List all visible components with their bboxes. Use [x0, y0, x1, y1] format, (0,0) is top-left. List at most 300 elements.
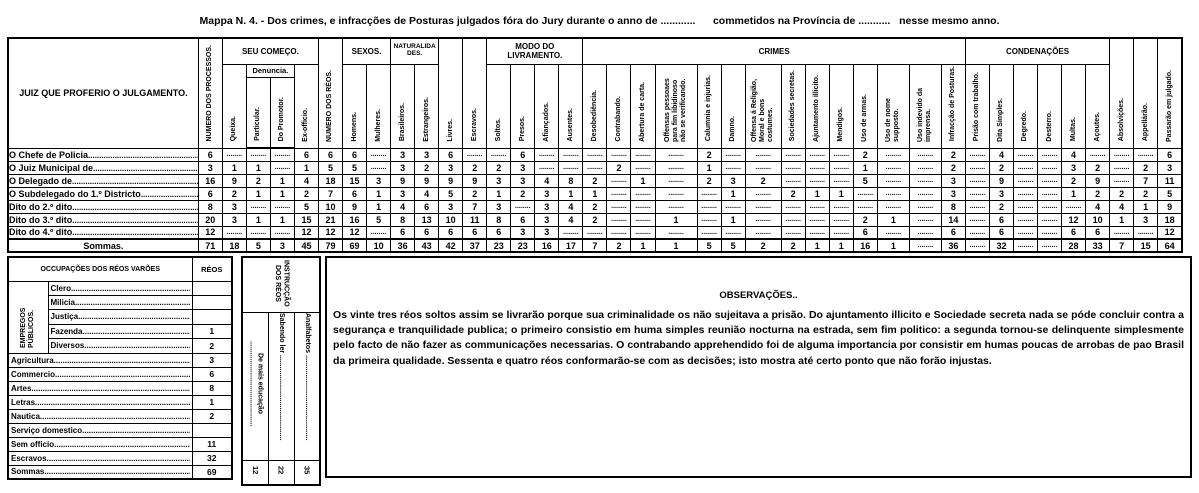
value-cell: 2 [222, 187, 246, 200]
value-cell: ........ [877, 148, 909, 161]
sommas-row [8, 239, 1182, 252]
group-header-crimes: CRIMES [583, 38, 966, 64]
value-cell: 1 [559, 187, 583, 200]
value-cell: 1 [246, 161, 270, 174]
value-cell: 43 [415, 239, 439, 252]
occupation-value: 6 [192, 367, 232, 381]
value-cell: 2 [1110, 187, 1134, 200]
value-cell: 12 [1062, 213, 1086, 226]
value-cell: 1 [270, 187, 294, 200]
instruction-col-sabendo-ler [268, 313, 294, 461]
row-label: O Juiz Municipal de ..... [8, 161, 198, 174]
col-header-crime-label: Damno. [729, 115, 737, 142]
value-cell: ........ [607, 148, 631, 161]
instruction-value-analfabetos [294, 461, 320, 485]
value-cell: ........ [1013, 200, 1037, 213]
value-cell: 6 [989, 213, 1013, 226]
col-header-crime-label: Mendigos. [837, 106, 845, 142]
value-cell: ........ [781, 213, 805, 226]
col-header-reos-label: NUMERO DOS RÉOS. [326, 69, 334, 142]
value-cell: 7 [318, 187, 342, 200]
value-cell: 79 [318, 239, 342, 252]
col-header-estrangeiros [415, 64, 439, 148]
value-cell: 36 [941, 239, 965, 252]
col-header-crime-label: Offensa á Religião, Moral e bons costumes. [751, 78, 775, 142]
value-cell: 8 [559, 174, 583, 187]
value-cell: ........ [877, 187, 909, 200]
dot-leader [55, 370, 190, 379]
table-row [8, 161, 1182, 174]
value-cell: 6 [1086, 226, 1110, 239]
value-cell: 3 [222, 200, 246, 213]
occupation-name: Milicia [50, 298, 75, 308]
value-cell: ........ [1110, 174, 1134, 187]
occupation-row [8, 423, 232, 437]
occupation-row [8, 367, 232, 381]
col-header-crime-label: Contrabando. [614, 96, 622, 142]
occupation-row [8, 353, 232, 367]
col-header-passarao-label: Passarão em julgado. [1165, 69, 1173, 142]
col-header-crime-label: Sociedades secretas. [789, 70, 797, 142]
value-cell: 12 [198, 226, 222, 239]
value-cell: ........ [877, 200, 909, 213]
col-header-cond-desterro [1038, 64, 1062, 148]
value-cell: ........ [697, 226, 721, 239]
value-cell: 2 [294, 187, 318, 200]
value-cell: ........ [721, 161, 745, 174]
occupation-value: 1 [192, 395, 232, 409]
value-cell: 3 [487, 200, 511, 213]
value-cell: 18 [222, 239, 246, 252]
value-cell: 4 [559, 200, 583, 213]
value-cell: 7 [463, 200, 487, 213]
value-cell: ........ [909, 174, 941, 187]
col-header-absolvicoes-label: Absolvições. [1117, 98, 1125, 142]
instruction-value-educacao [242, 461, 268, 485]
value-cell: 2 [781, 187, 805, 200]
value-cell: ........ [559, 148, 583, 161]
value-cell: ........ [583, 161, 607, 174]
value-cell: 69 [343, 239, 367, 252]
occupation-value: 1 [192, 324, 232, 338]
col-header-cond-multas [1062, 64, 1086, 148]
table-body [8, 148, 1182, 252]
value-cell: ........ [487, 148, 511, 161]
col-header-crime-imprensa [909, 64, 941, 148]
value-cell: ........ [655, 161, 697, 174]
value-cell: ........ [246, 148, 270, 161]
instruction-value-sabendo-ler [268, 461, 294, 485]
value-cell: ........ [583, 226, 607, 239]
value-cell: ........ [1110, 161, 1134, 174]
value-cell: ........ [1013, 239, 1037, 252]
col-header-soltos [487, 64, 511, 148]
value-cell: ........ [697, 213, 721, 226]
value-cell: 6 [511, 148, 535, 161]
occupation-label [48, 324, 192, 338]
value-cell: 4 [415, 187, 439, 200]
value-cell: ........ [655, 148, 697, 161]
value-cell: 4 [391, 200, 415, 213]
value-cell: 7 [1110, 239, 1134, 252]
sommas-label [8, 465, 192, 479]
value-cell: ........ [829, 174, 853, 187]
value-cell: 5 [439, 187, 463, 200]
value-cell: 9 [415, 174, 439, 187]
group-header-denuncia: Denuncia. [246, 64, 294, 77]
occupations-sommas-row [8, 465, 232, 479]
value-cell: 15 [294, 213, 318, 226]
instruction-col-label: Analfabetos ..... [303, 313, 311, 441]
value-cell: ........ [781, 200, 805, 213]
value-cell: ........ [583, 148, 607, 161]
value-cell: 3 [1062, 161, 1086, 174]
value-cell: 1 [246, 213, 270, 226]
table-row [8, 213, 1182, 226]
col-header-queixa-label: Queixa. [230, 116, 238, 142]
col-header-ausentes [559, 64, 583, 148]
table-row [8, 174, 1182, 187]
value-cell: 2 [463, 161, 487, 174]
value-cell: ........ [270, 161, 294, 174]
value-cell: ........ [222, 226, 246, 239]
occupation-name: Fazenda [50, 326, 83, 336]
value-cell: 3 [439, 161, 463, 174]
value-cell: ........ [1134, 148, 1158, 161]
value-cell: 1 [1062, 187, 1086, 200]
col-header-crime-label: Uso de armas. [861, 93, 869, 142]
value-cell: 6 [941, 226, 965, 239]
value-cell: 1 [487, 187, 511, 200]
table-row [8, 200, 1182, 213]
value-cell: 1 [805, 187, 829, 200]
value-cell: 3 [535, 213, 559, 226]
occupation-label [48, 281, 192, 295]
value-cell: ........ [965, 174, 989, 187]
value-cell: 6 [198, 187, 222, 200]
value-cell: ........ [607, 213, 631, 226]
value-cell: 6 [487, 226, 511, 239]
value-cell: ........ [1013, 187, 1037, 200]
occupations-table [7, 256, 233, 480]
col-header-livres-label: Livres. [446, 118, 454, 142]
value-cell: ........ [909, 239, 941, 252]
value-cell: ........ [1013, 174, 1037, 187]
col-header-presos-label: Presos. [518, 116, 526, 142]
instruction-header-label: INSTRUCÇÃO DOS RÉOS [274, 260, 290, 307]
occupation-name: Diversos [50, 341, 85, 351]
value-cell: 12 [1158, 226, 1182, 239]
value-cell: ........ [697, 200, 721, 213]
col-header-livres [439, 38, 463, 148]
col-header-cond-acoutes [1086, 64, 1110, 148]
value-cell: 8 [487, 213, 511, 226]
value-cell: 3 [721, 174, 745, 187]
value-cell: 3 [989, 187, 1013, 200]
col-header-cond-dita-simples [989, 64, 1013, 148]
occupation-label [8, 353, 192, 367]
col-header-soltos-label: Soltos. [494, 118, 502, 142]
table-row [8, 148, 1182, 161]
col-header-crime-label: Infracção de Posturas. [949, 66, 957, 142]
dot-leader [141, 190, 198, 199]
value-cell: ........ [805, 148, 829, 161]
value-cell: 5 [697, 239, 721, 252]
value-cell: 4 [1062, 148, 1086, 161]
col-header-estrangeiros-label: Estrangeiros. [422, 96, 430, 142]
value-cell: ........ [909, 213, 941, 226]
col-header-cond-label: Açoutes. [1093, 111, 1101, 142]
value-cell: ........ [829, 148, 853, 161]
value-cell: 18 [1158, 213, 1182, 226]
crimes-statistics-table [7, 37, 1183, 253]
value-cell: 42 [439, 239, 463, 252]
value-cell: 9 [463, 174, 487, 187]
value-cell: 1 [367, 200, 391, 213]
value-cell: 3 [367, 174, 391, 187]
value-cell: 3 [511, 174, 535, 187]
value-cell: ........ [270, 200, 294, 213]
value-cell: 2 [583, 174, 607, 187]
col-header-crime-uso-de-armas [853, 64, 877, 148]
value-cell: 2 [745, 174, 781, 187]
occupation-name: Clero [50, 283, 71, 293]
col-header-afiancados [535, 64, 559, 148]
col-header-crime-offensas-pessoaes [655, 64, 697, 148]
value-cell: ........ [655, 174, 697, 187]
dot-leader [78, 312, 189, 321]
occupation-row [8, 395, 232, 409]
value-cell: ........ [631, 161, 655, 174]
value-cell: 1 [1134, 200, 1158, 213]
value-cell: ........ [631, 187, 655, 200]
value-cell: 3 [439, 200, 463, 213]
value-cell: ........ [1038, 213, 1062, 226]
value-cell: ........ [965, 226, 989, 239]
value-cell: ........ [367, 161, 391, 174]
col-header-ex-officio-label: Ex-officio. [302, 107, 310, 142]
value-cell: ........ [1134, 226, 1158, 239]
col-header-promotor-label: Do Promotor. [278, 96, 286, 141]
value-cell: 45 [294, 239, 318, 252]
col-header-crime-label: Uso de nome supposto. [885, 97, 901, 142]
value-cell: ........ [745, 148, 781, 161]
value-cell: 9 [222, 174, 246, 187]
col-header-particular-label: Particular. [254, 107, 262, 141]
value-cell: ........ [745, 200, 781, 213]
value-cell: 2 [745, 239, 781, 252]
col-header-crime-label: Abertura de carta. [638, 81, 646, 142]
value-cell: ........ [697, 187, 721, 200]
col-header-queixa [222, 64, 246, 148]
col-header-homens [343, 64, 367, 148]
value-cell: 12 [294, 226, 318, 239]
value-cell: 3 [391, 148, 415, 161]
col-header-crime-desobediencia [583, 64, 607, 148]
value-cell: 2 [487, 161, 511, 174]
value-cell: 2 [989, 200, 1013, 213]
value-cell: 3 [222, 213, 246, 226]
value-cell: 6 [415, 226, 439, 239]
value-cell: ........ [965, 213, 989, 226]
value-cell: 2 [583, 200, 607, 213]
col-header-cond-label: Prisão com trabalho. [973, 72, 981, 142]
value-cell: ........ [805, 213, 829, 226]
col-header-appellarao-label: Appellárão. [1141, 103, 1149, 142]
value-cell: 6 [198, 148, 222, 161]
value-cell: ........ [631, 148, 655, 161]
value-cell: 10 [367, 239, 391, 252]
col-header-homens-label: Homens. [350, 111, 358, 142]
value-cell: 1 [655, 239, 697, 252]
value-cell: ........ [745, 213, 781, 226]
value-cell: 23 [511, 239, 535, 252]
occupation-label [8, 367, 192, 381]
value-cell: ........ [965, 148, 989, 161]
value-cell: ........ [829, 226, 853, 239]
value-cell: 28 [1062, 239, 1086, 252]
col-header-escravos-label: Escravos. [470, 108, 478, 142]
occupations-header: OCCUPAÇÕES DOS RÉOS VARÕES [8, 257, 192, 281]
value-cell: 1 [270, 174, 294, 187]
value-cell: 36 [391, 239, 415, 252]
value-cell: 2 [583, 213, 607, 226]
value-cell: 2 [607, 239, 631, 252]
instruction-value: 12 [250, 465, 260, 474]
value-cell: 12 [343, 226, 367, 239]
value-cell: ........ [367, 148, 391, 161]
occupation-row [8, 381, 232, 395]
col-header-processos-label: NUMERO DOS PROCESSOS. [206, 45, 214, 142]
col-header-cond-degredo [1013, 64, 1037, 148]
value-cell: ........ [607, 226, 631, 239]
value-cell: 6 [439, 148, 463, 161]
value-cell: 15 [343, 174, 367, 187]
instruction-col-label: De mais educação ..... [247, 313, 264, 455]
value-cell: 18 [318, 174, 342, 187]
occupation-name: Letras [11, 397, 36, 407]
occupation-name: Commercio [11, 369, 56, 379]
col-header-passarao [1158, 38, 1182, 148]
occupation-value: 2 [192, 339, 232, 353]
value-cell: 4 [535, 174, 559, 187]
value-cell: ........ [463, 148, 487, 161]
empregos-publicos-label: EMPREGOS PÚBLICOS. [20, 307, 36, 348]
value-cell: 6 [391, 226, 415, 239]
value-cell: ........ [607, 174, 631, 187]
value-cell: 2 [697, 148, 721, 161]
value-cell: 5 [294, 200, 318, 213]
value-cell: 1 [829, 187, 853, 200]
table-header [8, 38, 1182, 148]
occupation-label [48, 295, 192, 309]
dot-leader [72, 216, 198, 225]
col-header-crime-abertura-de-carta [631, 64, 655, 148]
value-cell: ........ [781, 226, 805, 239]
value-cell: 1 [853, 161, 877, 174]
value-cell: 6 [1062, 226, 1086, 239]
col-header-ex-officio [294, 64, 318, 148]
value-cell: 2 [781, 239, 805, 252]
value-cell: ........ [1038, 200, 1062, 213]
value-cell: 1 [246, 187, 270, 200]
col-header-brasileiros-label: Brasileiros. [398, 103, 406, 142]
col-header-brasileiros [391, 64, 415, 148]
value-cell: ........ [655, 226, 697, 239]
value-cell: 33 [1086, 239, 1110, 252]
value-cell: ........ [721, 148, 745, 161]
instruction-value: 22 [276, 465, 286, 474]
col-header-crime-nome-supposto [877, 64, 909, 148]
value-cell: 11 [463, 213, 487, 226]
value-cell: 3 [270, 239, 294, 252]
value-cell: 3 [391, 161, 415, 174]
sommas-label: Sommas. [8, 239, 198, 252]
dot-leader [83, 327, 190, 336]
value-cell: ........ [909, 226, 941, 239]
value-cell: ........ [607, 200, 631, 213]
value-cell: 6 [439, 226, 463, 239]
value-cell: 3 [415, 148, 439, 161]
value-cell: 3 [1134, 213, 1158, 226]
dot-leader [88, 151, 198, 160]
observations-heading: OBSERVAÇÕES.. [719, 290, 798, 301]
observations-text: Os vinte tres réos soltos assim se livrarão porque sua criminalidade os não sujeitava a prisão. Do ajuntamento illicito e Sociedade secreta nada se póde concluir contra a segurança e tranquilidade publica; o primeiro consistio em huma simples reunião nocturna na estrada, sem fim politico: a segunda tornou-se delinquente simplesmente pelo facto de não fazer as communicações necessarias. O contrabando apprehendido foi de alguma importancia por consistir em humas poucas de arrobas de pao Brasil da primeira qualidade. Sessenta e quatro réos conformarão-se com as decisões; isto mostra até certo ponto que não forão injustas. [333, 309, 1184, 367]
value-cell: 8 [391, 213, 415, 226]
row-label: O Subdelegado do 1.º Districto ..... [8, 187, 198, 200]
value-cell: 16 [535, 239, 559, 252]
value-cell: 3 [535, 187, 559, 200]
value-cell: ........ [1013, 226, 1037, 239]
col-header-crime-sociedades-secretas [781, 64, 805, 148]
value-cell: 4 [989, 148, 1013, 161]
value-cell: 1 [721, 213, 745, 226]
col-header-crime-offensa-religiao [745, 64, 781, 148]
group-header-sexos: SEXOS. [343, 38, 391, 64]
value-cell: ........ [655, 187, 697, 200]
sommas-value: 69 [192, 465, 232, 479]
col-header-ausentes-label: Ausentes. [566, 108, 574, 142]
value-cell: 5 [246, 239, 270, 252]
sommas-name: Sommas [11, 467, 45, 477]
value-cell: 1 [270, 213, 294, 226]
value-cell: ........ [745, 226, 781, 239]
value-cell: ........ [909, 161, 941, 174]
col-header-cond-label: Multas. [1069, 117, 1077, 142]
value-cell: 6 [463, 226, 487, 239]
value-cell: 6 [511, 213, 535, 226]
occupation-name: Agricultura [11, 355, 54, 365]
dot-leader [72, 228, 198, 237]
col-header-cond-label: Dita Simples. [997, 97, 1005, 142]
value-cell: 13 [415, 213, 439, 226]
row-label: O Chefe de Policia ..... [8, 148, 198, 161]
value-cell: ........ [1110, 148, 1134, 161]
value-cell: 3 [198, 161, 222, 174]
value-cell: 4 [294, 174, 318, 187]
value-cell: 1 [367, 187, 391, 200]
value-cell: ........ [1038, 239, 1062, 252]
table-row [8, 226, 1182, 239]
value-cell: 15 [1134, 239, 1158, 252]
value-cell: ........ [1038, 148, 1062, 161]
value-cell: ........ [1038, 187, 1062, 200]
col-header-crime-mendigos [829, 64, 853, 148]
value-cell: ........ [805, 200, 829, 213]
value-cell: ........ [1038, 161, 1062, 174]
occupation-row [8, 437, 232, 451]
value-cell: 71 [198, 239, 222, 252]
